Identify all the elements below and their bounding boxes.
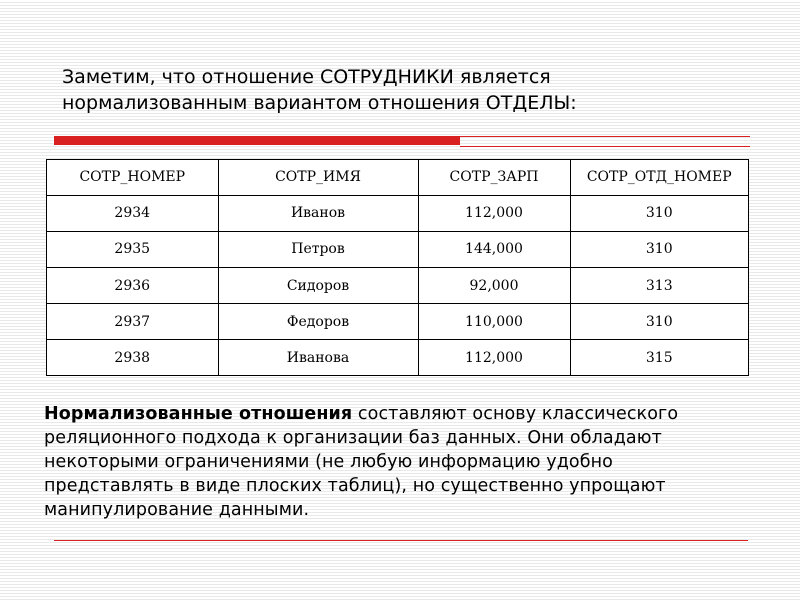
employees-table-container — [46, 159, 749, 376]
column-header: СОТР_ИМЯ — [218, 160, 418, 195]
table-cell: Иванова — [218, 340, 418, 375]
body-rest: составляют основу классического реляционного подхода к организации баз данных. Они обладают некоторыми ограничениями (не любую информацию удобно представлять в виде плоских таблиц), но существенно упрощают манипулирование данными. — [44, 404, 679, 520]
accent-line-top — [460, 136, 750, 137]
table-cell: 2936 — [47, 267, 218, 303]
table-row — [47, 231, 748, 267]
table-cell: 112,000 — [418, 195, 570, 231]
body-lead-bold: Нормализованные отношения — [44, 404, 353, 424]
slide-title — [62, 64, 702, 116]
table-cell: 2934 — [47, 195, 218, 231]
table-row — [47, 267, 748, 303]
table-cell: 2937 — [47, 304, 218, 340]
table-row — [47, 304, 748, 340]
table-cell: 2938 — [47, 340, 218, 375]
table-cell: 2935 — [47, 231, 218, 267]
table-cell: 310 — [570, 231, 748, 267]
table-cell: 144,000 — [418, 231, 570, 267]
title-line-1: Заметим, что отношение СОТРУДНИКИ является — [62, 66, 551, 88]
table-row — [47, 340, 748, 375]
table-cell: Сидоров — [218, 267, 418, 303]
footer-line — [54, 540, 748, 541]
table-cell: 92,000 — [418, 267, 570, 303]
table-cell: 313 — [570, 267, 748, 303]
table-cell: 112,000 — [418, 340, 570, 375]
accent-bar — [54, 136, 460, 145]
table-header-row — [47, 160, 748, 195]
table-cell: Петров — [218, 231, 418, 267]
title-line-2: нормализованным вариантом отношения ОТДЕЛЫ: — [62, 92, 577, 114]
table-row — [47, 195, 748, 231]
table-cell: Федоров — [218, 304, 418, 340]
table-cell: 310 — [570, 304, 748, 340]
column-header: СОТР_ЗАРП — [418, 160, 570, 195]
employees-table — [47, 160, 748, 375]
column-header: СОТР_НОМЕР — [47, 160, 218, 195]
table-cell: Иванов — [218, 195, 418, 231]
body-paragraph — [44, 402, 744, 522]
table-cell: 315 — [570, 340, 748, 375]
table-cell: 310 — [570, 195, 748, 231]
table-cell: 110,000 — [418, 304, 570, 340]
accent-line-bottom — [460, 146, 750, 147]
column-header: СОТР_ОТД_НОМЕР — [570, 160, 748, 195]
